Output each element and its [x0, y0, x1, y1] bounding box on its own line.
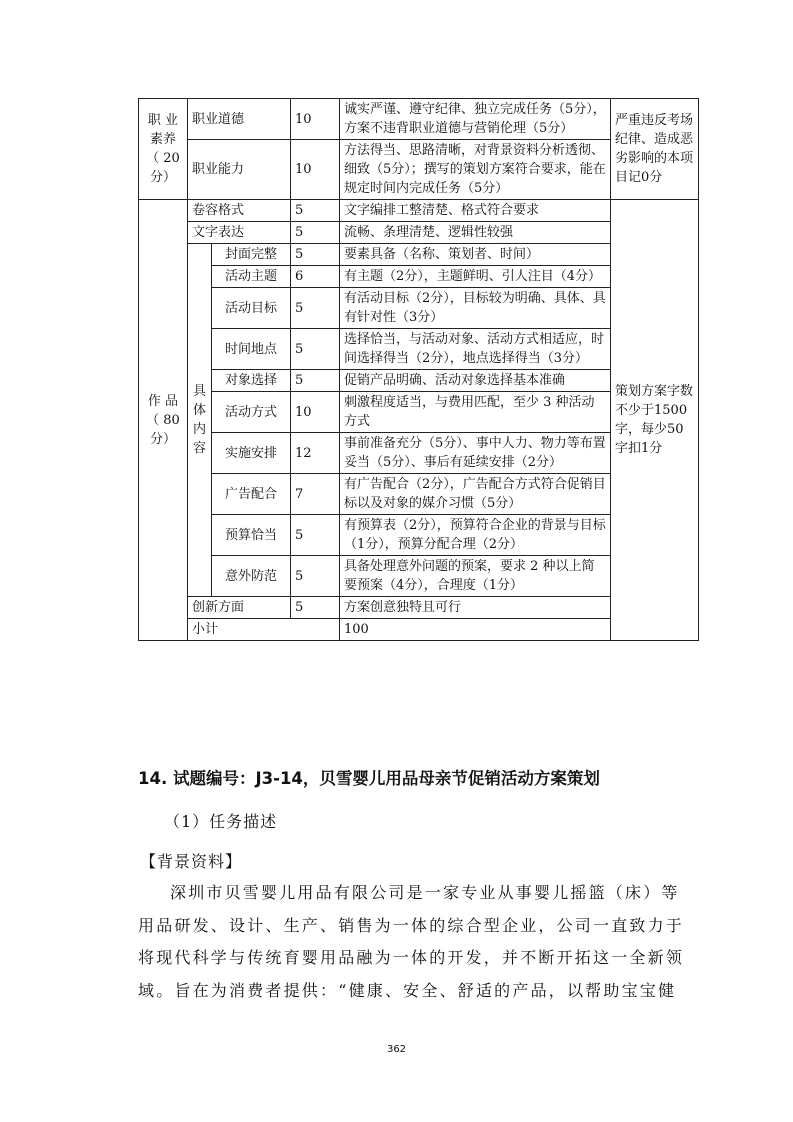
- criteria-cell: 促销产品明确、活动对象选择基本准确: [340, 370, 611, 392]
- criteria-cell: 要素具备（名称、策划者、时间）: [340, 244, 611, 266]
- criteria-cell: 诚实严谨、遵守纪律、独立完成任务（5分），方案不违背职业道德与营销伦理（5分）: [340, 99, 611, 140]
- detail-group-cell: 具 体 内 容: [188, 244, 212, 597]
- background-paragraph: [138, 877, 698, 1007]
- item-cell: 创新方面: [188, 597, 291, 619]
- criteria-cell: 有活动目标（2分），目标较为明确、具体、具有针对性（3分）: [340, 288, 611, 329]
- score-cell: 5: [291, 244, 340, 266]
- paragraph-line: 用品研发、设计、生产、销售为一体的综合型企业，公司一直致力于: [138, 915, 685, 935]
- group-cell-work: 作 品 （ 80 分）: [139, 200, 188, 641]
- criteria-cell: 文字编排工整清楚、格式符合要求: [340, 200, 611, 222]
- score-cell: 5: [291, 200, 340, 222]
- criteria-cell: 有主题（2分），主题鲜明、引人注目（4分）: [340, 266, 611, 288]
- criteria-cell: 方法得当、思路清晰，对背景资料分析透彻、细致（5分）；撰写的策划方案符合要求，能在规定时间内完成任务（5分）: [340, 140, 611, 200]
- score-cell: 7: [291, 474, 340, 515]
- table-row: [139, 99, 699, 140]
- criteria-cell: 选择恰当，与活动对象、活动方式相适应，时间选择得当（2分），地点选择得当（3分）: [340, 329, 611, 370]
- item-cell: 卷容格式: [188, 200, 291, 222]
- item-cell: 广告配合: [212, 474, 291, 515]
- paragraph-line: 域。旨在为消费者提供：“健康、安全、舒适的产品，以帮助宝宝健: [138, 980, 677, 1000]
- item-cell: 预算恰当: [212, 515, 291, 556]
- criteria-cell: 有广告配合（2分），广告配合方式符合促销目标以及对象的媒介习惯（5分）: [340, 474, 611, 515]
- item-cell: 时间地点: [212, 329, 291, 370]
- criteria-cell: 流畅、条理清楚、逻辑性较强: [340, 222, 611, 244]
- task-subheading: （1）任务描述: [164, 812, 278, 831]
- score-cell: 12: [291, 433, 340, 474]
- background-label: 【背景资料】: [140, 852, 243, 871]
- item-cell: 活动目标: [212, 288, 291, 329]
- score-cell: 5: [291, 370, 340, 392]
- item-cell: 封面完整: [212, 244, 291, 266]
- note-cell-work: 策划方案字数不少于1500字，每少50字扣1分: [611, 200, 699, 641]
- criteria-cell: 刺激程度适当，与费用匹配，至少 3 种活动方式: [340, 392, 611, 433]
- score-cell: 6: [291, 266, 340, 288]
- paragraph-line: 将现代科学与传统育婴用品融为一体的开发，并不断开拓这一全新领: [138, 948, 685, 967]
- score-cell: 5: [291, 515, 340, 556]
- score-cell: 10: [291, 392, 340, 433]
- score-cell: 10: [291, 99, 340, 140]
- table-row: [139, 200, 699, 222]
- paragraph-line: 深圳市贝雪婴儿用品有限公司是一家专业从事婴儿摇篮（床）等: [170, 883, 680, 902]
- criteria-cell: 事前准备充分（5分）、事中人力、物力等布置妥当（5分）、事后有延续安排（2分）: [340, 433, 611, 474]
- item-cell: 意外防范: [212, 556, 291, 597]
- criteria-cell: 具备处理意外问题的预案，要求 2 种以上简要预案（4分），合理度（1分）: [340, 556, 611, 597]
- item-cell: 职业道德: [188, 99, 291, 140]
- item-cell: 文字表达: [188, 222, 291, 244]
- item-cell: 活动方式: [212, 392, 291, 433]
- score-cell: 5: [291, 288, 340, 329]
- group-cell-pro: 职 业 素养 （ 20 分）: [139, 99, 188, 200]
- score-cell: 5: [291, 329, 340, 370]
- item-cell: 对象选择: [212, 370, 291, 392]
- total-score: 100: [340, 619, 611, 641]
- criteria-cell: 方案创意独特且可行: [340, 597, 611, 619]
- page-number: 362: [386, 1044, 407, 1055]
- question-heading: 14. 试题编号：J3-14，贝雪婴儿用品母亲节促销活动方案策划: [138, 769, 600, 788]
- scoring-table: [138, 98, 699, 641]
- score-cell: 5: [291, 556, 340, 597]
- item-cell: 活动主题: [212, 266, 291, 288]
- total-label: 小计: [188, 619, 340, 641]
- note-cell-pro: 严重违反考场纪律、造成恶劣影响的本项目记0分: [611, 99, 699, 200]
- score-cell: 5: [291, 597, 340, 619]
- item-cell: 职业能力: [188, 140, 291, 200]
- score-cell: 5: [291, 222, 340, 244]
- score-cell: 10: [291, 140, 340, 200]
- criteria-cell: 有预算表（2分），预算符合企业的背景与目标（1分），预算分配合理（2分）: [340, 515, 611, 556]
- item-cell: 实施安排: [212, 433, 291, 474]
